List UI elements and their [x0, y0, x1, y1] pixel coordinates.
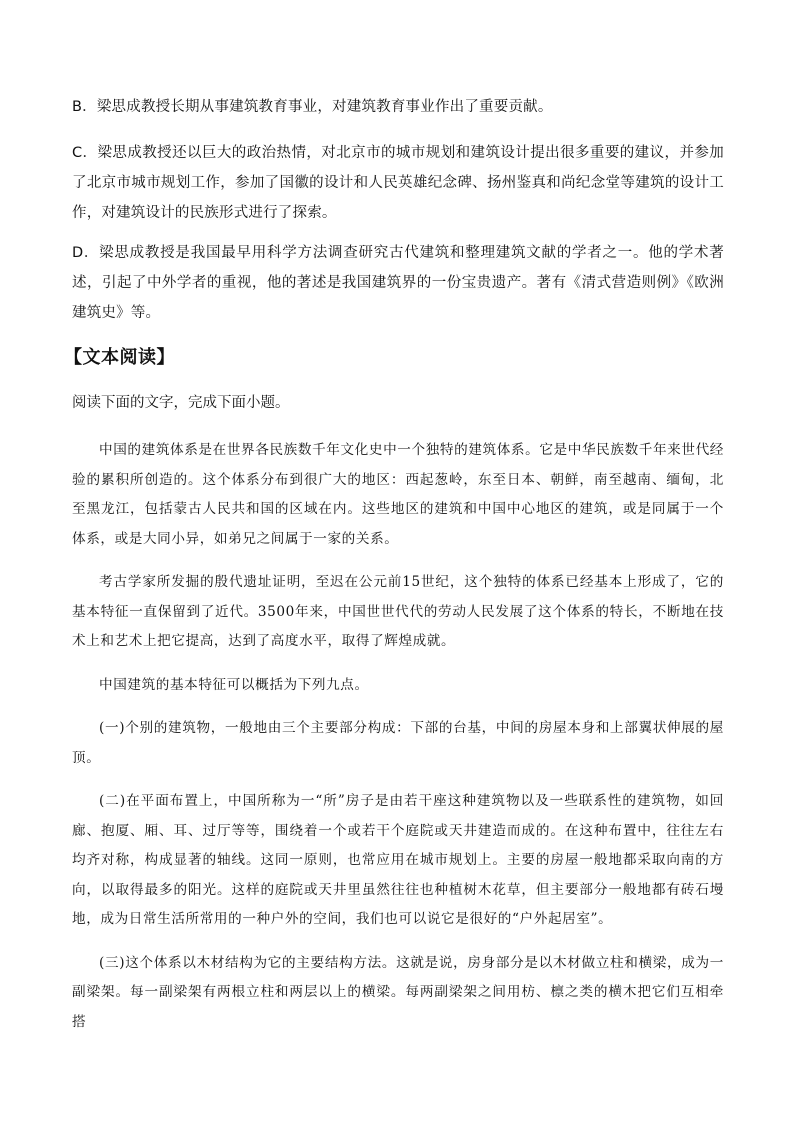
reading-instruction: 阅读下面的文字，完成下面小题。 [72, 395, 290, 411]
passage-paragraph-3: 中国建筑的基本特征可以概括为下列九点。 [99, 676, 369, 693]
section-heading: 【文本阅读】 [64, 347, 175, 368]
option-c: C．梁思成教授还以巨大的政治热情，对北京市的城市规划和建筑设计提出很多重要的建议，并参加了北京市城市规划工作，参加了国徽的设计和人民英雄纪念碑、扬州鉴真和尚纪念堂等建筑的设计工作，对建筑设计的民族形式进行了探索。 [72, 145, 724, 221]
feature-item-1: (一)个别的建筑物，一般地由三个主要部分构成：下部的台基，中间的房屋本身和上部翼状伸展的屋顶。 [72, 720, 724, 766]
feature-item-3: (三)这个体系以木材结构为它的主要结构方法。这就是说，房身部分是以木材做立柱和横梁，成为一副梁架。每一副梁架有两根立柱和两层以上的横梁。每两副梁架之间用枋、檩之类的横木把它们互相牵搭 [72, 954, 724, 1030]
passage-paragraph-1: 中国的建筑体系是在世界各民族数千年文化史中一个独特的建筑体系。它是中华民族数千年来世代经验的累积所创造的。这个体系分布到很广大的地区：西起葱岭，东至日本、朝鲜，南至越南、缅甸，北至黑龙江，包括蒙古人民共和国的区域在内。这些地区的建筑和中国中心地区的建筑，或是同属于一个体系，或是大同小异，如弟兄之间属于一家的关系。 [72, 442, 724, 547]
option-d: D．梁思成教授是我国最早用科学方法调查研究古代建筑和整理建筑文献的学者之一。他的学术著述，引起了中外学者的重视，他的著述是我国建筑界的一份宝贵遗产。著有《清式营造则例》《欧洲建筑史》等。 [72, 245, 724, 321]
passage-paragraph-2: 考古学家所发掘的殷代遗址证明，至迟在公元前15世纪，这个独特的体系已经基本上形成了，它的基本特征一直保留到了近代。3500年来，中国世世代代的劳动人民发展了这个体系的特长，不断地在技术上和艺术上把它提高，达到了高度水平，取得了辉煌成就。 [72, 574, 724, 649]
option-b: B．梁思成教授长期从事建筑教育事业，对建筑教育事业作出了重要贡献。 [72, 99, 553, 115]
feature-item-2: (二)在平面布置上，中国所称为一“所”房子是由若干座这种建筑物以及一些联系性的建筑物，如回廊、抱厦、厢、耳、过厅等等，围绕着一个或若干个庭院或天井建造而成的。在这种布置中，往往左右均齐对称，构成显著的轴线。这同一原则，也常应用在城市规划上。主要的房屋一般地都采取向南的方向，以取得最多的阳光。这样的庭院或天井里虽然往往也种植树木花草，但主要部分一般地都有砖石墁地，成为日常生活所常用的一种户外的空间，我们也可以说它是很好的“户外起居室”。 [72, 793, 724, 927]
document-page [64, 92, 724, 1051]
